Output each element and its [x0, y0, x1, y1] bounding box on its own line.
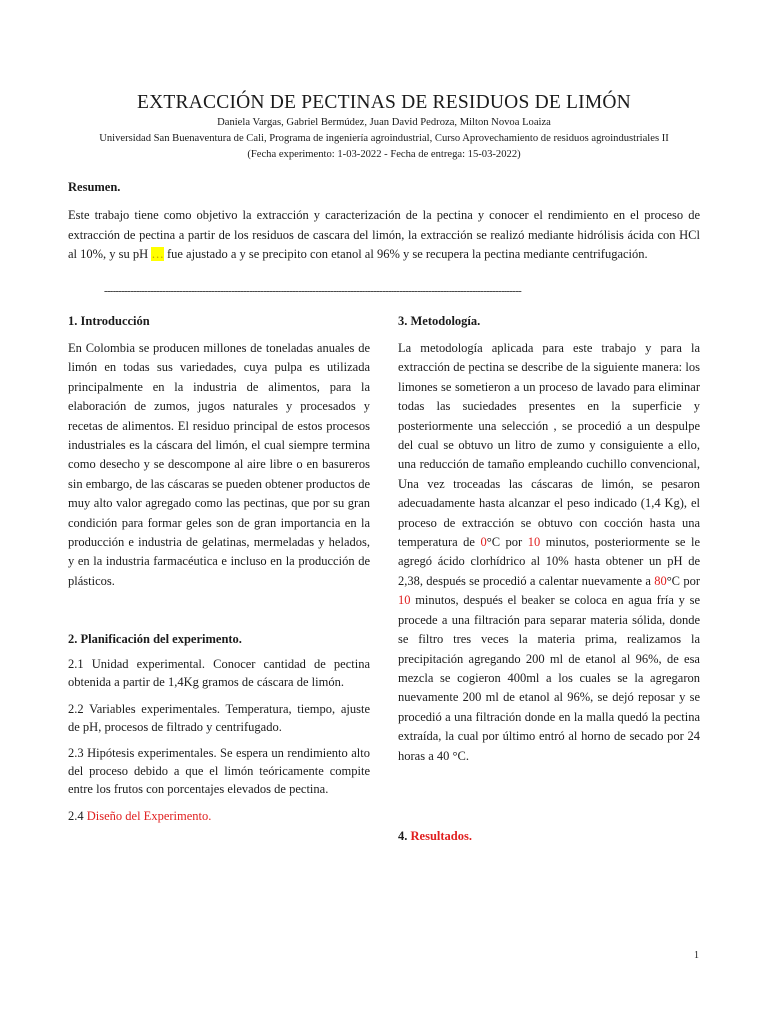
- affiliation: Universidad San Buenaventura de Cali, Programa de ingeniería agroindustrial, Curso Aprovechamiento de residuos agroindustriales II: [99, 133, 669, 144]
- planning-item-2-4-number: 2.4: [68, 808, 84, 823]
- abstract-text-end: fue ajustado a y se precipito con etanol al 96% y se recupera la pectina mediante centrifugación.: [166, 247, 648, 261]
- author-list: Daniela Vargas, Gabriel Bermúdez, Juan David Pedroza, Milton Novoa Loaiza: [217, 117, 551, 128]
- planning-item-2-4: [68, 808, 370, 826]
- methodology-text-part-5: minutos, después el beaker se coloca en agua fría y se procede a una filtración para separar materia sólida, donde se filtro tres veces la materia prima, realizamos la precipitación agregando 200 ml de etanol al 96%, de esa mezcla se cogieron 400ml a los cuales se la agregaron nuevamente 200 ml de etanol al 96%, se dejó reposar y se procedió a una filtración donde en la malla quedó la pectina extraída, la cual por último entró al horno de secado por 24 horas a 40 °C.: [398, 593, 700, 763]
- temperature-value-1: 0: [480, 535, 487, 550]
- results-heading: [398, 829, 700, 844]
- highlighted-placeholder: …: [151, 247, 164, 261]
- right-column: [398, 314, 700, 844]
- temperature-value-2: 80: [654, 573, 667, 588]
- planning-item-2-3: 2.3 Hipótesis experimentales. Se espera un rendimiento alto del proceso debido a que el limón teóricamente compite entre los frutos con porcentajes elevados de pectina.: [68, 746, 370, 797]
- time-value-1: 10: [527, 535, 541, 550]
- results-label: Resultados.: [410, 828, 472, 843]
- planning-item-2-2: 2.2 Variables experimentales. Temperatura, tiempo, ajuste de pH, procesos de filtrado y centrifugado.: [68, 701, 370, 734]
- introduction-text: En Colombia se producen millones de toneladas anuales de limón en todas sus variedades, cuya pulpa es utilizada principalmente en la industria de alimentos, para la elaboración de zumos, jugos naturales y procesados y recetas de alimentos. El residuo principal de estos procesos industriales es la cáscara del limón, el cual siempre termina como desecho y se descompone al aire libre o en basureros sin embargo, de las cáscaras se pueden obtener productos de muy alto valor agregado como las pectinas, que por su gran condición para formar geles son de gran importancia en la producción e industria de gelatinas, mermeladas y helados, y en la industria farmacéutica e incluso en la producción de plásticos.: [68, 341, 370, 588]
- planning-item-2-1: 2.1 Unidad experimental. Conocer cantidad de pectina obtenida a partir de 1,4Kg gramos de cáscara de limón.: [68, 657, 370, 690]
- left-column: [68, 314, 370, 826]
- section-divider: ------------------------------------------------------------------------------------------------------------------------------------------------: [104, 286, 522, 297]
- abstract-text: [68, 206, 700, 265]
- introduction-heading: 1. Introducción: [68, 314, 150, 328]
- abstract-text-start: Este trabajo tiene como objetivo la extracción y caracterización de la pectina y conocer el rendimiento en el proceso de extracción de pectina a partir de los residuos de cascara del limón, la extracción se realizó mediante hidrólisis ácida con HCl al 10%, y su pH: [68, 208, 700, 261]
- experiment-design-label: Diseño del Experimento.: [86, 808, 212, 823]
- results-number: 4.: [398, 828, 408, 843]
- page-number: 1: [694, 950, 699, 961]
- methodology-text-part-1: La metodología aplicada para este trabajo y para la extracción de pectina se describe de la siguiente manera: los limones se sometieron a un proceso de lavado para eliminar todas las suciedades presentes en la superficie y posteriormente una selección , se procedió a un despulpe del cual se obtuvo un litro de zumo y consiguiente a ello, una reducción de tamaño empleando cuchillo convencional, Una vez troceadas las cáscaras de limón, se pesaron adecuadamente hasta alcanzar el peso indicado (1,4 Kg), el proceso de extracción se obtuvo con cocción hasta una temperatura de: [398, 341, 700, 550]
- planning-heading: 2. Planificación del experimento.: [68, 632, 242, 647]
- time-value-2: 10: [398, 593, 411, 608]
- methodology-text-part-2: °C por: [486, 535, 528, 550]
- methodology-text: [398, 339, 700, 766]
- paper-title: EXTRACCIÓN DE PECTINAS DE RESIDUOS DE LIMÓN: [137, 92, 631, 113]
- abstract-heading: Resumen.: [68, 180, 121, 194]
- methodology-heading: 3. Metodología.: [398, 314, 481, 328]
- methodology-text-part-3: minutos, posteriormente se le agregó ácido clorhídrico al 10% hasta obtener un pH de 2,38, después se procedió a calentar nuevamente a: [398, 535, 700, 588]
- experiment-dates: (Fecha experimento: 1-03-2022 - Fecha de entrega: 15-03-2022): [247, 149, 521, 160]
- methodology-text-part-4: °C por: [666, 573, 700, 588]
